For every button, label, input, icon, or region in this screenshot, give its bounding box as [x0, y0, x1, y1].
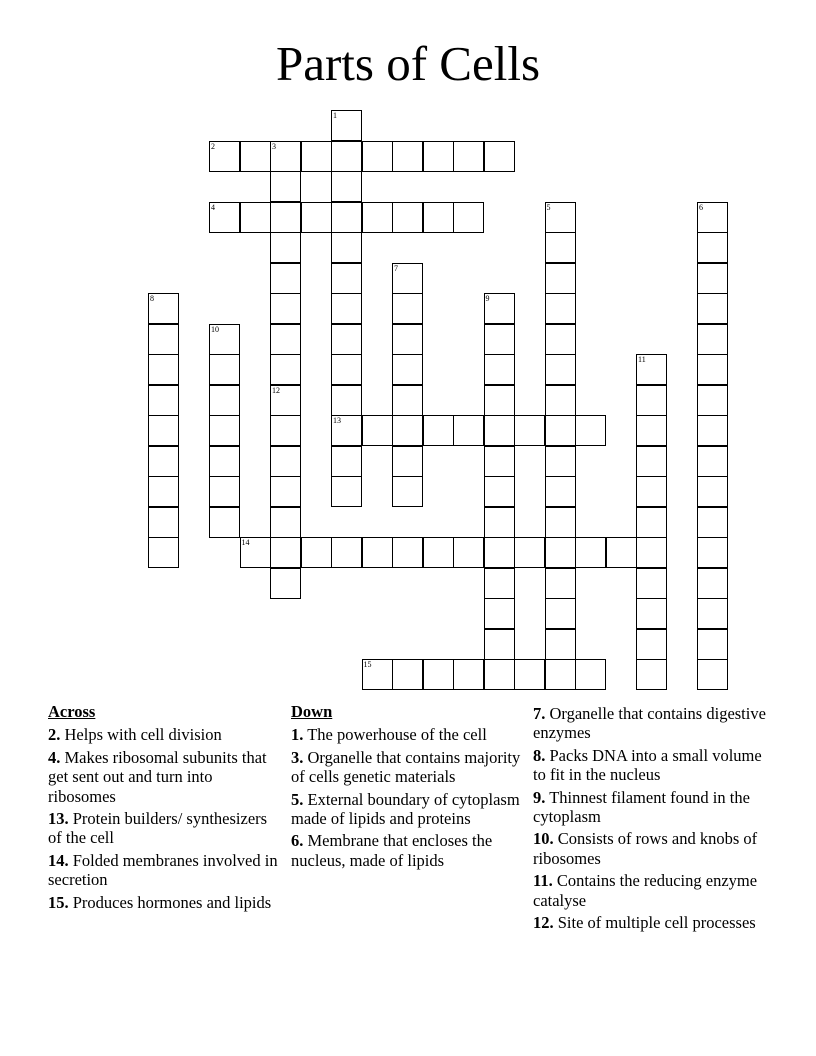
- grid-cell[interactable]: [484, 446, 515, 477]
- grid-cell[interactable]: [484, 507, 515, 538]
- across-clues: [48, 702, 284, 915]
- grid-cell[interactable]: [331, 171, 362, 202]
- grid-cell[interactable]: [362, 141, 393, 172]
- grid-cell[interactable]: [636, 507, 667, 538]
- grid-cell[interactable]: [270, 202, 301, 233]
- grid-cell[interactable]: [331, 476, 362, 507]
- down-clue-5: 5. External boundary of cytoplasm made of lipids and proteins: [291, 789, 520, 829]
- cell-number: 10: [211, 324, 219, 334]
- grid-cell[interactable]: [453, 415, 484, 446]
- grid-cell[interactable]: [331, 354, 362, 385]
- grid-cell[interactable]: [545, 568, 576, 599]
- grid-cell[interactable]: [270, 354, 301, 385]
- grid-cell[interactable]: [514, 415, 545, 446]
- grid-cell[interactable]: [636, 629, 667, 660]
- grid-cell[interactable]: [545, 659, 576, 690]
- grid-cell[interactable]: [331, 415, 362, 446]
- grid-cell[interactable]: [545, 263, 576, 294]
- grid-cell[interactable]: [545, 446, 576, 477]
- grid-cell[interactable]: [331, 446, 362, 477]
- grid-cell[interactable]: [148, 446, 179, 477]
- grid-cell[interactable]: [697, 293, 728, 324]
- grid-cell[interactable]: [484, 385, 515, 416]
- grid-cell[interactable]: [636, 476, 667, 507]
- grid-cell[interactable]: [484, 324, 515, 355]
- grid-cell[interactable]: [484, 354, 515, 385]
- grid-cell[interactable]: [514, 537, 545, 568]
- cell-number: 3: [272, 141, 276, 151]
- across-clue-13: 13. Protein builders/ synthesizers of the cell: [48, 809, 268, 848]
- grid-cell[interactable]: [545, 476, 576, 507]
- grid-cell[interactable]: [636, 598, 667, 629]
- down-heading: Down: [291, 702, 333, 721]
- grid-cell[interactable]: [148, 354, 179, 385]
- across-clue-2: 2. Helps with cell division: [48, 725, 222, 745]
- grid-cell[interactable]: [697, 629, 728, 660]
- grid-cell[interactable]: [545, 537, 576, 568]
- grid-cell[interactable]: [697, 598, 728, 629]
- grid-cell[interactable]: [484, 659, 515, 690]
- grid-cell[interactable]: [209, 476, 240, 507]
- grid-cell[interactable]: [209, 507, 240, 538]
- grid-cell[interactable]: [301, 202, 332, 233]
- down-clue-10: 10. Consists of rows and knobs of ribosomes: [533, 829, 758, 868]
- grid-cell[interactable]: [270, 415, 301, 446]
- grid-cell[interactable]: [331, 263, 362, 294]
- grid-cell[interactable]: [514, 659, 545, 690]
- grid-cell[interactable]: [270, 324, 301, 355]
- grid-cell[interactable]: [392, 141, 423, 172]
- grid-cell[interactable]: [484, 629, 515, 660]
- grid-cell[interactable]: [331, 324, 362, 355]
- grid-cell[interactable]: [270, 171, 301, 202]
- grid-cell[interactable]: [636, 446, 667, 477]
- grid-cell[interactable]: [636, 537, 667, 568]
- grid-cell[interactable]: [209, 385, 240, 416]
- grid-cell[interactable]: [209, 446, 240, 477]
- grid-cell[interactable]: [697, 537, 728, 568]
- grid-cell[interactable]: [392, 324, 423, 355]
- grid-cell[interactable]: [697, 354, 728, 385]
- grid-cell[interactable]: [636, 354, 667, 385]
- grid-cell[interactable]: [209, 354, 240, 385]
- grid-cell[interactable]: [331, 537, 362, 568]
- grid-cell[interactable]: [270, 568, 301, 599]
- down-clue-11: 11. Contains the reducing enzyme catalyse: [533, 871, 758, 910]
- grid-cell[interactable]: [301, 537, 332, 568]
- grid-cell[interactable]: [545, 354, 576, 385]
- grid-cell[interactable]: [240, 537, 271, 568]
- grid-cell[interactable]: [697, 568, 728, 599]
- grid-cell[interactable]: [392, 415, 423, 446]
- grid-cell[interactable]: [392, 476, 423, 507]
- cell-number: 2: [211, 141, 215, 151]
- cell-number: 4: [211, 202, 215, 212]
- down-clues: [291, 702, 527, 873]
- down-clue-6: 6. Membrane that encloses the nucleus, made of lipids: [291, 831, 493, 870]
- grid-cell[interactable]: [575, 537, 606, 568]
- cell-number: 13: [333, 416, 341, 425]
- grid-cell[interactable]: [484, 537, 515, 568]
- grid-cell[interactable]: [545, 629, 576, 660]
- grid-cell[interactable]: [453, 141, 484, 172]
- grid-cell[interactable]: [270, 263, 301, 294]
- grid-cell[interactable]: [453, 537, 484, 568]
- grid-cell[interactable]: [697, 324, 728, 355]
- grid-cell[interactable]: [270, 476, 301, 507]
- grid-cell[interactable]: [392, 659, 423, 690]
- grid-cell[interactable]: [575, 415, 606, 446]
- grid-cell[interactable]: [392, 202, 423, 233]
- grid-cell[interactable]: [484, 476, 515, 507]
- grid-cell[interactable]: [484, 568, 515, 599]
- grid-cell[interactable]: [270, 232, 301, 263]
- across-clue-4: 4. Makes ribosomal subunits that get sent out and turn into ribosomes: [48, 747, 267, 806]
- grid-cell[interactable]: [209, 141, 240, 172]
- cell-number: 1: [333, 111, 337, 120]
- grid-cell[interactable]: [148, 293, 179, 324]
- grid-cell[interactable]: [392, 354, 423, 385]
- down-clue-9: 9. Thinnest filament found in the cytoplasm: [533, 787, 750, 827]
- grid-cell[interactable]: [545, 232, 576, 263]
- grid-cell[interactable]: [362, 659, 393, 690]
- grid-cell[interactable]: [270, 507, 301, 538]
- down-clue-8: 8. Packs DNA into a small volume to fit in the nucleus: [533, 745, 762, 785]
- grid-cell[interactable]: [697, 263, 728, 294]
- grid-cell[interactable]: [697, 232, 728, 263]
- grid-cell[interactable]: [423, 141, 454, 172]
- grid-cell[interactable]: [697, 659, 728, 690]
- grid-cell[interactable]: [423, 415, 454, 446]
- across-heading: Across: [48, 702, 96, 721]
- grid-cell[interactable]: [484, 598, 515, 629]
- grid-cell[interactable]: [392, 446, 423, 477]
- grid-cell[interactable]: [148, 415, 179, 446]
- grid-cell[interactable]: [453, 202, 484, 233]
- grid-cell[interactable]: [331, 141, 362, 172]
- grid-cell[interactable]: [240, 141, 271, 172]
- grid-cell[interactable]: [636, 385, 667, 416]
- grid-cell[interactable]: [392, 293, 423, 324]
- grid-cell[interactable]: [270, 446, 301, 477]
- grid-cell[interactable]: [362, 415, 393, 446]
- cell-number: 9: [485, 294, 490, 303]
- grid-cell[interactable]: [209, 415, 240, 446]
- cell-number: 11: [638, 355, 646, 364]
- grid-cell[interactable]: [362, 537, 393, 568]
- grid-cell[interactable]: [148, 537, 179, 568]
- grid-cell[interactable]: [545, 385, 576, 416]
- grid-cell[interactable]: [240, 202, 271, 233]
- grid-cell[interactable]: [545, 415, 576, 446]
- down-clues-continued: [533, 704, 769, 935]
- grid-cell[interactable]: [270, 293, 301, 324]
- grid-cell[interactable]: [148, 507, 179, 538]
- grid-cell[interactable]: [331, 110, 362, 141]
- page-title: Parts of Cells: [275, 36, 541, 91]
- grid-cell[interactable]: [392, 537, 423, 568]
- grid-cell[interactable]: [484, 293, 515, 324]
- grid-cell[interactable]: [423, 659, 454, 690]
- grid-cell[interactable]: [697, 415, 728, 446]
- grid-cell[interactable]: [270, 141, 301, 172]
- grid-cell[interactable]: [636, 415, 667, 446]
- grid-cell[interactable]: [392, 385, 423, 416]
- down-clue-7: 7. Organelle that contains digestive enzymes: [533, 704, 766, 743]
- grid-cell[interactable]: [484, 415, 515, 446]
- cell-number: 14: [241, 538, 250, 547]
- grid-cell[interactable]: [301, 141, 332, 172]
- grid-cell[interactable]: [545, 324, 576, 355]
- grid-cell[interactable]: [697, 507, 728, 538]
- grid-cell[interactable]: [148, 476, 179, 507]
- grid-cell[interactable]: [697, 202, 728, 233]
- grid-cell[interactable]: [392, 263, 423, 294]
- grid-cell[interactable]: [209, 202, 240, 233]
- grid-cell[interactable]: [697, 446, 728, 477]
- grid-cell[interactable]: [423, 202, 454, 233]
- cell-number: 7: [394, 263, 398, 273]
- grid-cell[interactable]: [484, 141, 515, 172]
- grid-cell[interactable]: [209, 324, 240, 355]
- grid-cell[interactable]: [545, 507, 576, 538]
- across-clue-15: 15. Produces hormones and lipids: [48, 892, 272, 912]
- grid-cell[interactable]: [270, 385, 301, 416]
- cell-number: 12: [272, 385, 280, 395]
- grid-cell[interactable]: [697, 476, 728, 507]
- cell-number: 5: [546, 202, 551, 212]
- down-clue-3: 3. Organelle that contains majority of cells genetic materials: [291, 747, 521, 787]
- grid-cell[interactable]: [636, 568, 667, 599]
- grid-cell[interactable]: [636, 659, 667, 690]
- cell-number: 8: [150, 294, 154, 303]
- down-clue-12: 12. Site of multiple cell processes: [533, 913, 756, 933]
- grid-cell[interactable]: [575, 659, 606, 690]
- grid-cell[interactable]: [453, 659, 484, 690]
- grid-cell[interactable]: [331, 385, 362, 416]
- grid-cell[interactable]: [331, 232, 362, 263]
- grid-cell[interactable]: [697, 385, 728, 416]
- grid-cell[interactable]: [606, 537, 637, 568]
- cell-number: 15: [363, 660, 372, 669]
- grid-cell[interactable]: [545, 202, 576, 233]
- grid-cell[interactable]: [331, 293, 362, 324]
- cell-number: 6: [699, 202, 703, 212]
- grid-cell[interactable]: [148, 324, 179, 355]
- grid-cell[interactable]: [148, 385, 179, 416]
- across-clue-14: 14. Folded membranes involved in secretion: [48, 850, 278, 890]
- grid-cell[interactable]: [362, 202, 393, 233]
- grid-cell[interactable]: [545, 293, 576, 324]
- grid-cell[interactable]: [545, 598, 576, 629]
- grid-cell[interactable]: [270, 537, 301, 568]
- grid-cell[interactable]: [423, 537, 454, 568]
- grid-cell[interactable]: [331, 202, 362, 233]
- down-clue-1: 1. The powerhouse of the cell: [291, 725, 487, 745]
